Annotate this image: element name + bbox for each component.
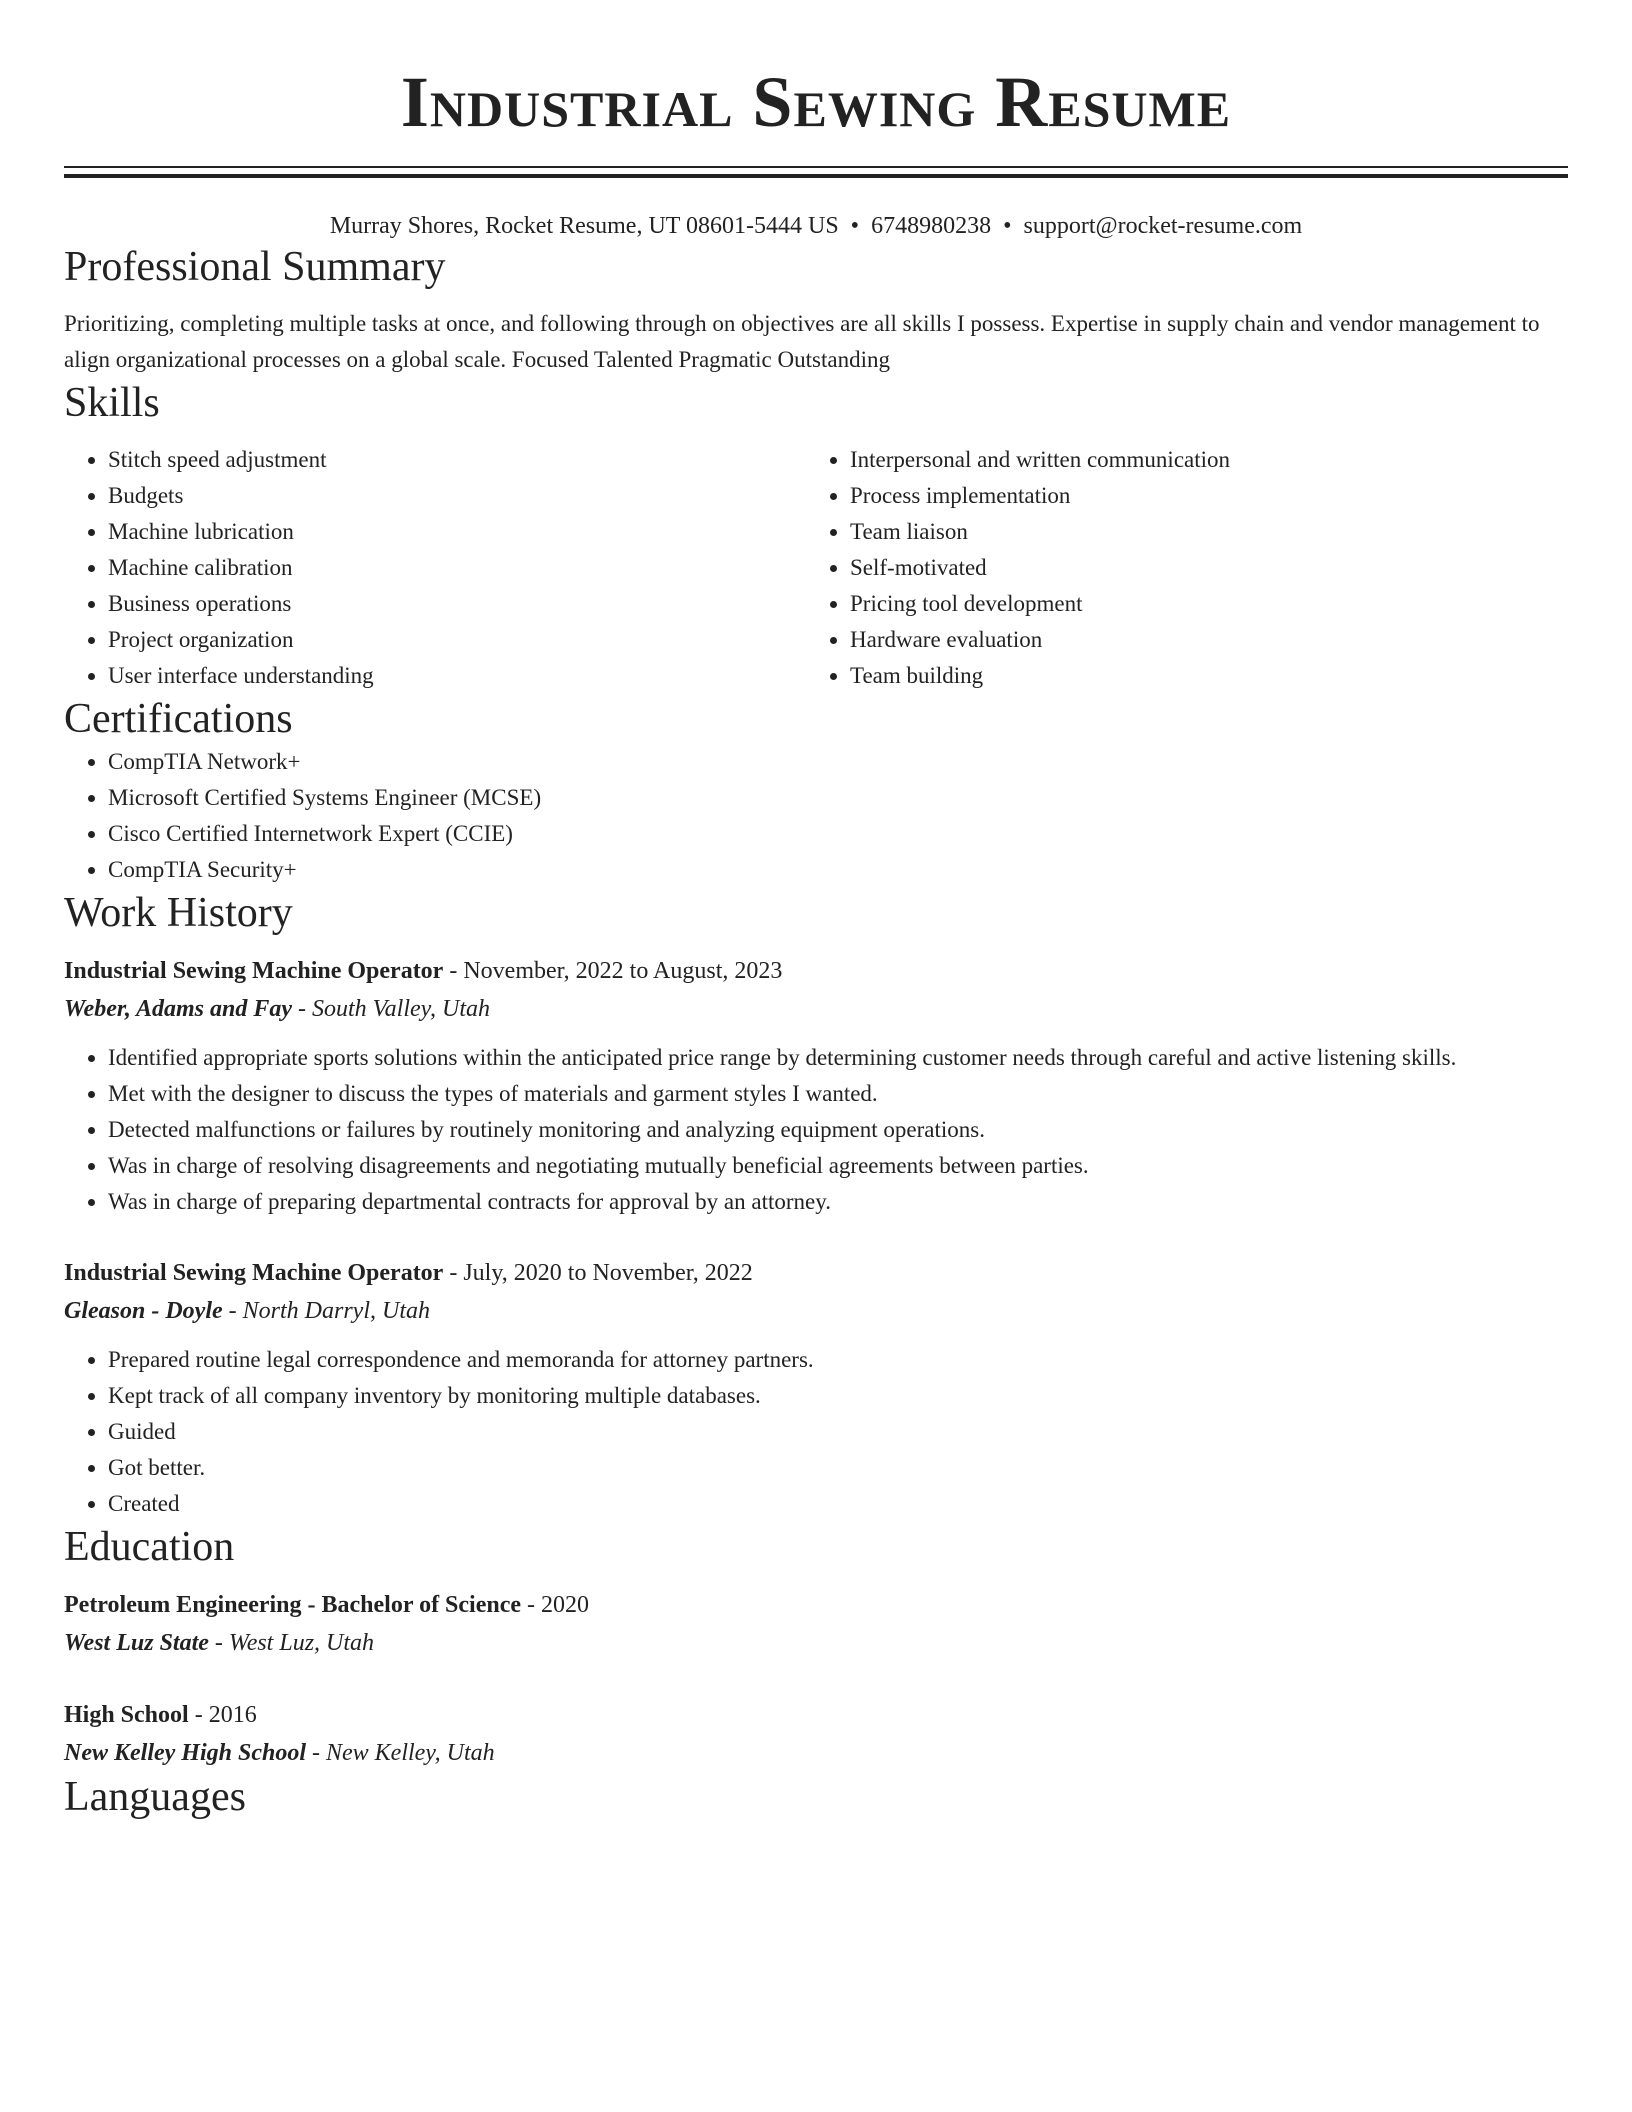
skill-item: • Pricing tool development xyxy=(850,586,1548,622)
job-duty: • Met with the designer to discuss the types of materials and garment styles I wanted. xyxy=(108,1076,1568,1112)
contact-email[interactable]: support@rocket-resume.com xyxy=(1023,213,1303,239)
education-degree: Petroleum Engineering - Bachelor of Science xyxy=(64,1592,522,1618)
skill-item: • Process implementation xyxy=(850,478,1548,514)
skill-item: • Machine lubrication xyxy=(108,514,806,550)
certifications-list xyxy=(64,744,1568,888)
job-duties-list xyxy=(64,1342,1568,1522)
page-title: Industrial Sewing Resume xyxy=(400,62,1232,142)
contact-line xyxy=(64,210,1568,242)
skills-list-right xyxy=(806,442,1548,694)
skill-item: • User interface understanding xyxy=(108,658,806,694)
job-company: Gleason - Doyle xyxy=(64,1298,223,1324)
skills-list-left xyxy=(64,442,806,694)
job-entry xyxy=(64,1254,1568,1522)
languages-heading: Languages xyxy=(64,1774,246,1820)
job-duty: • Kept track of all company inventory by monitoring multiple databases. xyxy=(108,1378,1568,1414)
job-duty: • Identified appropriate sports solutions within the anticipated price range by determining customer needs through careful and active listening skills. xyxy=(108,1040,1568,1076)
certification-item: • CompTIA Security+ xyxy=(108,852,1568,888)
summary-text: Prioritizing, completing multiple tasks at once, and following through on objectives are all skills I possess. Expertise in supply chain and vendor management to align organizational processes on a global scale. Focused Talented Pragmatic Outstanding xyxy=(64,311,1540,372)
certification-item: • CompTIA Network+ xyxy=(108,744,1568,780)
certifications-heading: Certifications xyxy=(64,696,293,742)
contact-address: Murray Shores, Rocket Resume, UT 08601-5444 US xyxy=(329,213,839,239)
job-dates: - November, 2022 to August, 2023 xyxy=(443,958,783,984)
education-entry xyxy=(64,1696,1568,1772)
job-duty: • Was in charge of preparing departmental contracts for approval by an attorney. xyxy=(108,1184,1568,1220)
job-duty: • Guided xyxy=(108,1414,1568,1450)
job-employer xyxy=(64,990,1568,1028)
education-location: - New Kelley, Utah xyxy=(306,1740,495,1766)
skills-column-left xyxy=(64,442,806,694)
skills-grid xyxy=(64,442,1568,694)
skills-heading: Skills xyxy=(64,380,160,426)
title-divider xyxy=(64,166,1568,178)
job-dates: - July, 2020 to November, 2022 xyxy=(443,1260,753,1286)
contact-separator: • xyxy=(1003,213,1012,239)
contact-separator: • xyxy=(850,213,860,239)
education-school: West Luz State xyxy=(64,1630,209,1656)
contact-phone: 6748980238 xyxy=(871,213,992,239)
job-duty: • Detected malfunctions or failures by routinely monitoring and analyzing equipment operations. xyxy=(108,1112,1568,1148)
skill-item: • Interpersonal and written communication xyxy=(850,442,1548,478)
skill-item: • Hardware evaluation xyxy=(850,622,1548,658)
skill-item: • Team liaison xyxy=(850,514,1548,550)
divider-thick xyxy=(64,174,1568,178)
education-degree: High School xyxy=(64,1702,189,1728)
job-duty: • Got better. xyxy=(108,1450,1568,1486)
education-degree-line xyxy=(64,1696,1568,1734)
job-title: Industrial Sewing Machine Operator xyxy=(64,958,444,984)
work-history-heading: Work History xyxy=(64,890,293,936)
education-school-line xyxy=(64,1734,1568,1772)
job-location: - South Valley, Utah xyxy=(292,996,490,1022)
job-title: Industrial Sewing Machine Operator xyxy=(64,1260,444,1286)
education-school: New Kelley High School xyxy=(64,1740,306,1766)
skill-item: • Project organization xyxy=(108,622,806,658)
divider-thin xyxy=(64,166,1568,168)
job-duty: • Was in charge of resolving disagreements and negotiating mutually beneficial agreements between parties. xyxy=(108,1148,1568,1184)
skill-item: • Budgets xyxy=(108,478,806,514)
job-header xyxy=(64,952,1568,990)
job-employer xyxy=(64,1292,1568,1330)
skill-item: • Machine calibration xyxy=(108,550,806,586)
certification-item: • Cisco Certified Internetwork Expert (CCIE) xyxy=(108,816,1568,852)
job-location: - North Darryl, Utah xyxy=(222,1298,430,1324)
skill-item: • Business operations xyxy=(108,586,806,622)
education-year: - 2016 xyxy=(188,1702,257,1728)
education-year: - 2020 xyxy=(521,1592,590,1618)
job-header xyxy=(64,1254,1568,1292)
education-heading: Education xyxy=(64,1524,235,1570)
education-entry xyxy=(64,1586,1568,1662)
summary-heading: Professional Summary xyxy=(64,244,446,290)
education-degree-line xyxy=(64,1586,1568,1624)
skills-column-right xyxy=(806,442,1548,694)
job-duty: • Created xyxy=(108,1486,1568,1522)
skill-item: • Self-motivated xyxy=(850,550,1548,586)
education-location: - West Luz, Utah xyxy=(208,1630,375,1656)
skill-item: • Team building xyxy=(850,658,1548,694)
skill-item: • Stitch speed adjustment xyxy=(108,442,806,478)
job-company: Weber, Adams and Fay xyxy=(64,996,293,1022)
certification-item: • Microsoft Certified Systems Engineer (MCSE) xyxy=(108,780,1568,816)
education-school-line xyxy=(64,1624,1568,1662)
job-duties-list xyxy=(64,1040,1568,1220)
job-entry xyxy=(64,952,1568,1220)
job-duty: • Prepared routine legal correspondence and memoranda for attorney partners. xyxy=(108,1342,1568,1378)
